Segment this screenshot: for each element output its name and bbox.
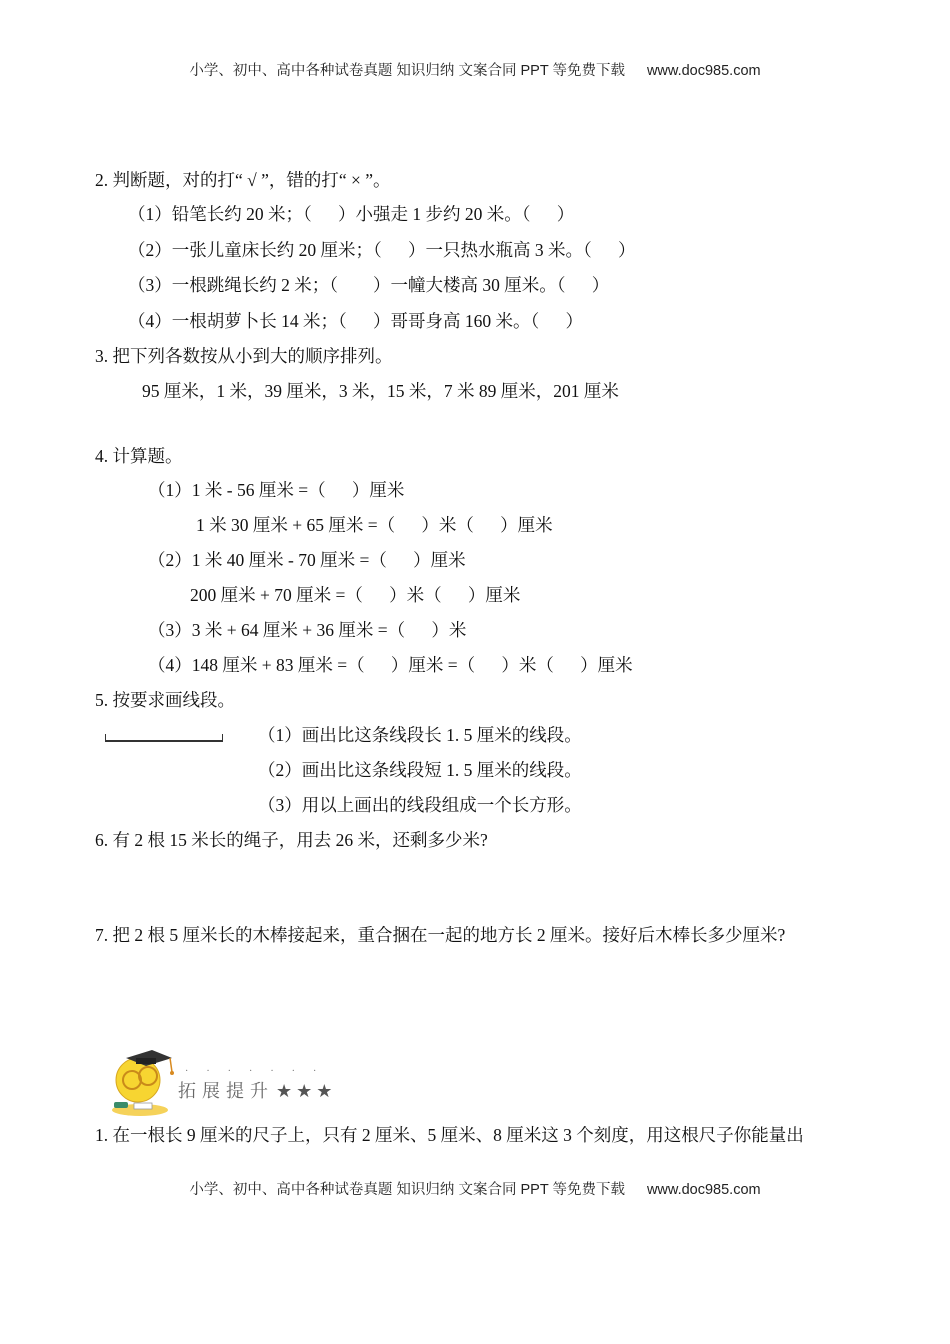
header-slogan: 小学、初中、高中各种试卷真题 知识归纳 文案合同 PPT 等免费下载: [189, 63, 625, 79]
q2-item-1: （1）铅笔长约 20 米；（ ）小强走 1 步约 20 米。（ ）: [128, 204, 575, 224]
q4-title: 4. 计算题。: [95, 446, 183, 466]
extension-title: [178, 1077, 336, 1103]
q2-title: 2. 判断题，对的打“ √ ”，错的打“ × ”。: [95, 170, 391, 190]
header-site-link[interactable]: www.doc985.com: [646, 63, 761, 79]
q4-item-1a: （1）1 米 - 56 厘米 =（ ）厘米: [148, 480, 405, 500]
q3-values: 95 厘米，1 米，39 厘米，3 米，15 米，7 米 89 厘米，201 厘米: [142, 381, 619, 401]
q5-item-2: （2）画出比这条线段短 1. 5 厘米的线段。: [258, 760, 582, 780]
q2-item-4: （4）一根胡萝卜长 14 米；（ ）哥哥身高 160 米。（ ）: [128, 311, 583, 331]
q5-title: 5. 按要求画线段。: [95, 690, 235, 710]
q5-item-1: （1）画出比这条线段长 1. 5 厘米的线段。: [258, 725, 582, 745]
reference-line-segment: [105, 734, 223, 742]
q4-item-2a: （2）1 米 40 厘米 - 70 厘米 =（ ）厘米: [148, 550, 466, 570]
extension-q1: 1. 在一根长 9 厘米的尺子上，只有 2 厘米、5 厘米、8 厘米这 3 个刻度，用这根尺子你能量出: [95, 1125, 804, 1145]
banner-dots: ·······: [185, 1066, 335, 1077]
star-rating-icon: ★★★: [276, 1081, 337, 1102]
mascot-icon: [108, 1046, 178, 1116]
q4-item-1b: 1 米 30 厘米 + 65 厘米 =（ ）米（ ）厘米: [196, 515, 553, 535]
q4-item-2b: 200 厘米 + 70 厘米 =（ ）米（ ）厘米: [190, 585, 521, 605]
q3-title: 3. 把下列各数按从小到大的顺序排列。: [95, 346, 393, 366]
q4-item-3: （3）3 米 + 64 厘米 + 36 厘米 =（ ）米: [148, 620, 467, 640]
page-header: [0, 59, 950, 80]
q7-title: 7. 把 2 根 5 厘米长的木棒接起来，重合捆在一起的地方长 2 厘米。接好后木棒长多少厘米?: [95, 925, 786, 945]
q6-title: 6. 有 2 根 15 米长的绳子，用去 26 米，还剩多少米?: [95, 830, 488, 850]
extension-banner: [108, 1046, 378, 1116]
q2-item-2: （2）一张儿童床长约 20 厘米；（ ）一只热水瓶高 3 米。（ ）: [128, 240, 636, 260]
footer-site-link[interactable]: www.doc985.com: [646, 1182, 761, 1198]
q5-item-3: （3）用以上画出的线段组成一个长方形。: [258, 795, 582, 815]
page-footer: [0, 1178, 950, 1199]
extension-title-text: 拓展提升: [178, 1081, 274, 1102]
q4-item-4: （4）148 厘米 + 83 厘米 =（ ）厘米 =（ ）米（ ）厘米: [148, 655, 633, 675]
q2-item-3: （3）一根跳绳长约 2 米；（ ）一幢大楼高 30 厘米。（ ）: [128, 275, 610, 295]
footer-slogan: 小学、初中、高中各种试卷真题 知识归纳 文案合同 PPT 等免费下载: [189, 1182, 625, 1198]
